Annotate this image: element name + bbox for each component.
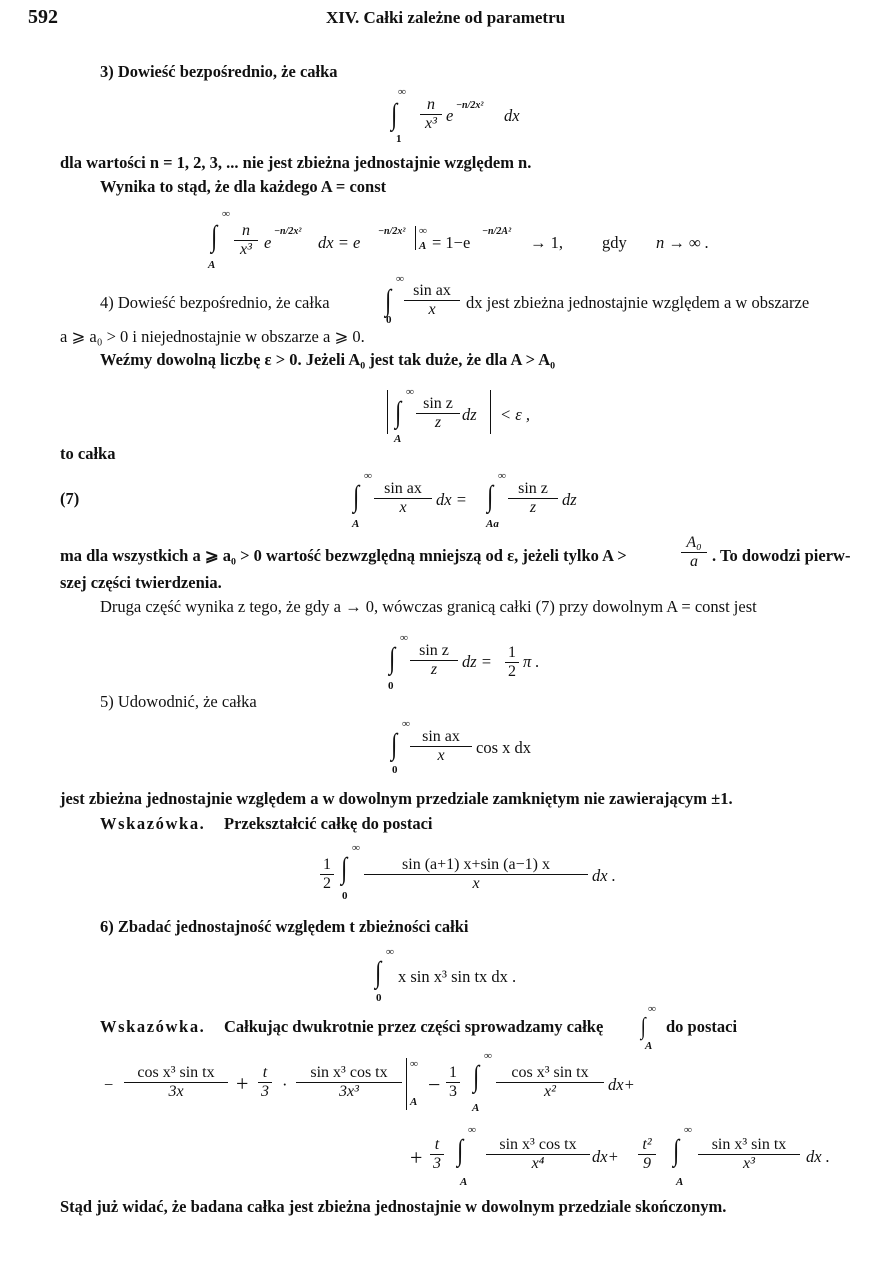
p6-f1-sign: −	[104, 1075, 114, 1094]
p6-g1-int-num: sin x³ cos tx	[486, 1136, 590, 1155]
p6-g2-lower: A	[676, 1176, 684, 1188]
p6-hint-int-lower: A	[645, 1040, 653, 1052]
p3-dx: dx	[504, 106, 520, 125]
p6-g-plus: +	[410, 1145, 423, 1170]
p4-line4-fraction	[681, 534, 707, 571]
integral-sign: ∫	[341, 852, 348, 885]
p4-ineq-fraction	[416, 395, 460, 432]
integral-sign: ∫	[640, 1014, 646, 1040]
p4-int-lower: 0	[386, 314, 392, 326]
p6-f3-num: sin x³ cos tx	[296, 1064, 402, 1083]
p3-e: e	[446, 106, 454, 125]
p4-fraction	[404, 282, 460, 319]
p6-hint-end: do postaci	[666, 1017, 738, 1036]
p6-g1-dx: dx+	[592, 1147, 619, 1166]
p6-int-upper: ∞	[386, 946, 394, 958]
p4-den: x	[428, 301, 436, 318]
p3-eq-when: gdy	[602, 233, 627, 252]
equation-label-7: (7)	[60, 489, 80, 508]
integral-sign: ∫	[385, 284, 392, 317]
p3-eq-den: x³	[240, 241, 252, 258]
p4-lim-pi: π .	[523, 652, 540, 671]
p3-exp: −n/2x²	[456, 100, 484, 111]
p4-ineq-num: sin z	[416, 395, 460, 414]
integral-sign: ∫	[353, 480, 360, 513]
p6-g2-upper: ∞	[684, 1124, 692, 1136]
p6-hint-text: Całkując dwukrotnie przez części sprowadzamy całkę	[224, 1017, 604, 1036]
p4-line4-end: . To dowodzi pierw-	[712, 546, 851, 565]
p4-ineq-lower: A	[394, 433, 402, 445]
integral-sign: ∫	[389, 642, 396, 675]
p6-g1-num: t	[430, 1136, 444, 1155]
p3-fraction	[420, 96, 442, 133]
p3-den: x³	[425, 115, 437, 132]
p4-eq7-r-fraction	[508, 480, 558, 517]
p6-g1-lower: A	[460, 1176, 468, 1188]
p6-f4-den: 3	[449, 1083, 457, 1100]
p6-eval-upper: ∞	[410, 1058, 418, 1070]
p5-h-num: sin (a+1) x+sin (a−1) x	[364, 856, 588, 875]
integral-sign: ∫	[395, 396, 402, 429]
p6-f4-lower: A	[472, 1102, 480, 1114]
p5-h-fraction	[364, 856, 588, 893]
p3-line3: Wynika to stąd, że dla każdego A = const	[100, 177, 387, 196]
p6-f1-den: 3x	[168, 1083, 184, 1100]
p6-g2-int-den: x³	[743, 1155, 755, 1172]
p3-eq-limit: n → ∞ .	[656, 233, 710, 252]
p5-h-coef-num: 1	[320, 856, 334, 875]
p3-eq-upper: ∞	[222, 208, 230, 220]
p5-h-den: x	[472, 875, 480, 892]
p5-hint-text: Przekształcić całkę do postaci	[224, 814, 433, 833]
p5-statement: 5) Udowodnić, że całka	[100, 692, 257, 711]
p4-eq7-l-lower: A	[352, 518, 360, 530]
p6-f4-fraction	[446, 1064, 460, 1101]
p6-integrand: x sin x³ sin tx dx .	[398, 967, 517, 986]
p4-lim-den: z	[430, 661, 438, 678]
p6-f4-int-fraction	[496, 1064, 604, 1101]
p4-lim-half-num: 1	[505, 644, 519, 663]
p4-to-calka: to całka	[60, 444, 116, 463]
p6-g2-dx: dx .	[806, 1147, 830, 1166]
p4-int-upper: ∞	[396, 273, 404, 285]
p4-ineq-upper: ∞	[406, 386, 414, 398]
p6-g1-upper: ∞	[468, 1124, 476, 1136]
p4-ineq-rhs: < ε ,	[500, 405, 531, 424]
p6-f4-int-num: cos x³ sin tx	[496, 1064, 604, 1083]
p6-f4-dx: dx+	[608, 1075, 635, 1094]
running-title: XIV. Całki zależne od parametru	[326, 8, 566, 27]
p6-hint-int-upper: ∞	[648, 1003, 656, 1015]
p6-g2-int-fraction	[698, 1136, 800, 1173]
p6-g2-fraction	[638, 1136, 656, 1173]
p6-f4-num: 1	[446, 1064, 460, 1083]
p3-line2: dla wartości n = 1, 2, 3, ... nie jest zbieżna jednostajnie względem n.	[60, 153, 532, 172]
p5-num: sin ax	[410, 728, 472, 747]
integral-sign: ∫	[375, 956, 382, 989]
p6-int-lower: 0	[376, 992, 382, 1004]
p6-g1-int-fraction	[486, 1136, 590, 1173]
p4-lim-half-den: 2	[508, 663, 516, 680]
p4-eq7-mid: dx =	[436, 490, 467, 509]
p3-int-upper: ∞	[398, 86, 406, 98]
integral-sign: ∫	[487, 480, 494, 513]
p6-f4-int-den: x²	[544, 1083, 556, 1100]
p6-f2-den: 3	[261, 1083, 269, 1100]
p6-g1-fraction	[430, 1136, 444, 1173]
p3-num: n	[420, 96, 442, 115]
integral-sign: ∫	[673, 1134, 680, 1167]
p3-eq-num: n	[234, 222, 258, 241]
p6-statement: 6) Zbadać jednostajność względem t zbieżności całki	[100, 917, 469, 936]
p5-h-upper: ∞	[352, 842, 360, 854]
p3-eq-mid-exp: −n/2x²	[378, 226, 406, 237]
p5-h-lower: 0	[342, 890, 348, 902]
page-number: 592	[28, 6, 58, 28]
evaluation-bar	[406, 1058, 407, 1110]
p4-lim-num: sin z	[410, 642, 458, 661]
p4-eq7-r-upper: ∞	[498, 470, 506, 482]
p4-lim-fraction	[410, 642, 458, 679]
p6-f4-minus: −	[428, 1072, 441, 1097]
p4-statement-end: dx jest zbieżna jednostajnie względem a w obszarze	[466, 293, 810, 312]
p6-hint-label: Wskazówka.	[100, 1017, 206, 1036]
p4-eq7-r-den: z	[529, 499, 537, 516]
p5-line2: jest zbieżna jednostajnie względem a w dowolnym przedziale zamkniętym nie zawierającym ±1.	[60, 789, 733, 808]
abs-bar-left	[387, 390, 388, 434]
p6-g2-int-num: sin x³ sin tx	[698, 1136, 800, 1155]
p4-line4-den: a	[690, 553, 698, 570]
p3-eq-exp: −n/2x²	[274, 226, 302, 237]
p5-den: x	[437, 747, 445, 764]
p6-f1-plus: +	[236, 1071, 249, 1096]
p6-eval-lower: A	[410, 1096, 418, 1108]
p4-eq7-l-num: sin ax	[374, 480, 432, 499]
p5-h-dx: dx .	[592, 866, 616, 885]
p4-statement-start: 4) Dowieść bezpośrednio, że całka	[100, 293, 330, 312]
p4-line4-num: A₀	[681, 534, 707, 553]
p5-fraction	[410, 728, 472, 765]
p4-ineq-den: z	[434, 414, 442, 431]
p4-lim-dz: dz =	[462, 652, 492, 671]
p3-eq-e: e	[264, 233, 272, 252]
p4-lim-half	[505, 644, 519, 681]
integral-sign: ∫	[391, 728, 398, 761]
p3-eq-rhs: = 1−e	[432, 233, 471, 252]
p4-line3: Weźmy dowolną liczbę ε > 0. Jeżeli A₀ jest tak duże, że dla A > A₀	[100, 350, 556, 369]
p5-h-coef-den: 2	[323, 875, 331, 892]
p4-eq7-r-lower: Aa	[486, 518, 499, 530]
p3-eval-upper: ∞	[419, 225, 427, 237]
p6-f2-num: t	[258, 1064, 272, 1083]
p3-eval-lower: A	[419, 240, 427, 252]
p6-f1-fraction	[124, 1064, 228, 1101]
p5-int-lower: 0	[392, 764, 398, 776]
p4-ineq-dz: dz	[462, 405, 477, 424]
p5-tail: cos x dx	[476, 738, 531, 757]
p4-eq7-l-fraction	[374, 480, 432, 517]
p3-eq-tail: → 1,	[530, 233, 563, 252]
integral-sign: ∫	[473, 1060, 480, 1093]
p6-g2-den: 9	[643, 1155, 651, 1172]
p4-lim-upper: ∞	[400, 632, 408, 644]
p6-g1-den: 3	[433, 1155, 441, 1172]
p6-f1-num: cos x³ sin tx	[124, 1064, 228, 1083]
p5-hint-label: Wskazówka.	[100, 814, 206, 833]
p5-h-coef	[320, 856, 334, 893]
p4-line5: szej części twierdzenia.	[60, 573, 222, 592]
p6-f4-upper: ∞	[484, 1050, 492, 1062]
evaluation-bar	[415, 226, 416, 250]
p4-num: sin ax	[404, 282, 460, 301]
p6-g1-int-den: x⁴	[531, 1155, 545, 1172]
p4-line6: Druga część wynika z tego, że gdy a → 0, wówczas granicą całki (7) przy dowolnym A = const jest	[100, 597, 757, 616]
integral-sign: ∫	[457, 1134, 464, 1167]
p6-f2-fraction	[258, 1064, 272, 1101]
p6-f3-fraction	[296, 1064, 402, 1101]
abs-bar-right	[490, 390, 491, 434]
p4-eq7-dz: dz	[562, 490, 577, 509]
integral-sign: ∫	[211, 220, 218, 253]
p3-int-lower: 1	[396, 133, 402, 145]
p5-int-upper: ∞	[402, 718, 410, 730]
p3-eq-mid: dx = e	[318, 233, 361, 252]
p4-lim-lower: 0	[388, 680, 394, 692]
p6-g2-num: t²	[638, 1136, 656, 1155]
conclusion: Stąd już widać, że badana całka jest zbieżna jednostajnie w dowolnym przedziale skończonym.	[60, 1197, 727, 1216]
problem3-statement: 3) Dowieść bezpośrednio, że całka	[100, 62, 338, 81]
p4-eq7-l-den: x	[399, 499, 407, 516]
p4-eq7-l-upper: ∞	[364, 470, 372, 482]
p3-eq-fraction	[234, 222, 258, 259]
p3-eq-rhs-exp: −n/2A²	[482, 226, 512, 237]
p4-line4-start: ma dla wszystkich a ⩾ a₀ > 0 wartość bezwzględną mniejszą od ε, jeżeli tylko A >	[60, 546, 627, 565]
p4-line2: a ⩾ a₀ > 0 i niejednostajnie w obszarze a ⩾ 0.	[60, 327, 365, 346]
p6-f2-dot: ·	[282, 1075, 288, 1094]
p3-eq-lower: A	[208, 259, 216, 271]
p4-eq7-r-num: sin z	[508, 480, 558, 499]
p6-f3-den: 3x³	[339, 1083, 359, 1100]
integral-sign: ∫	[391, 98, 398, 131]
